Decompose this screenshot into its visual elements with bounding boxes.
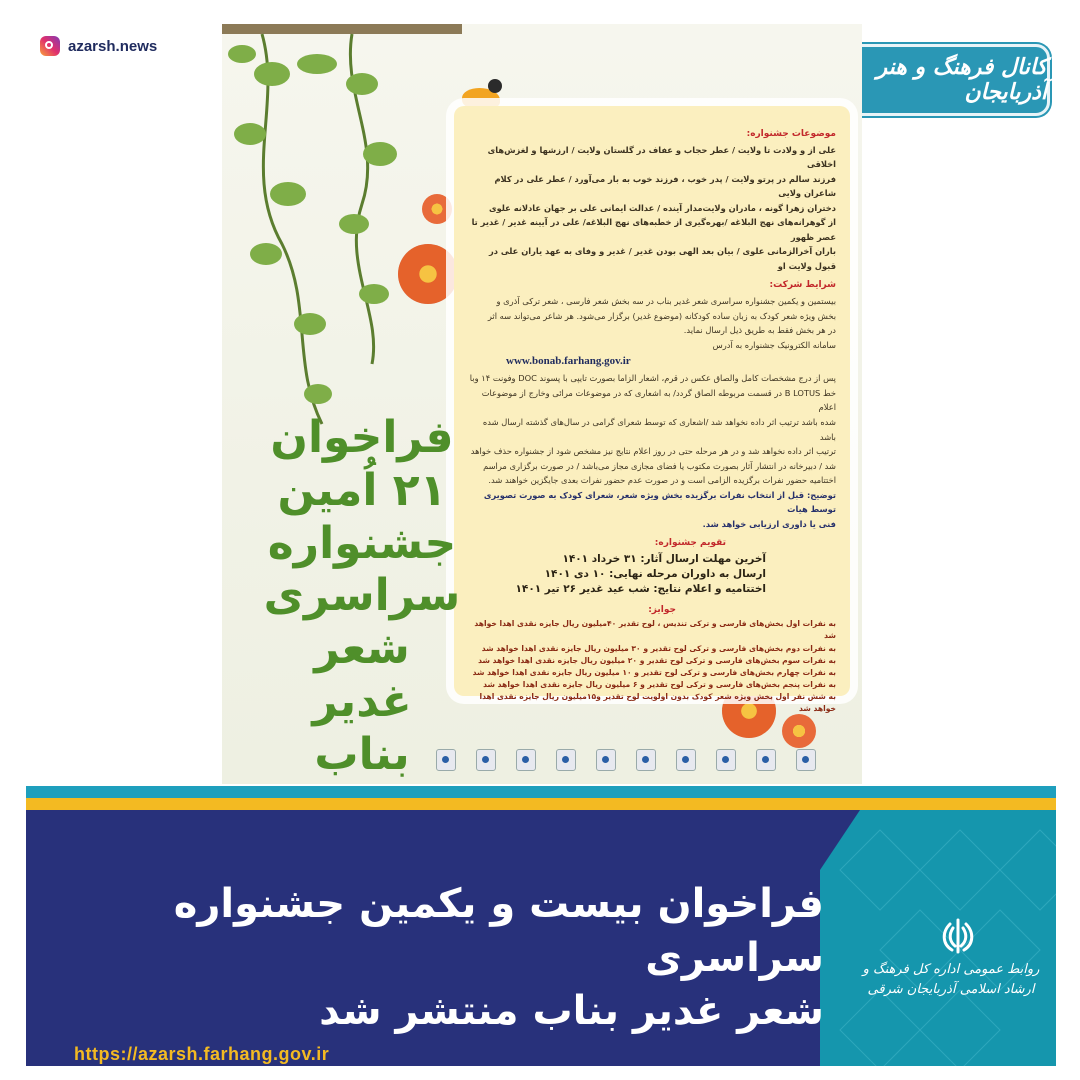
prize-line: به نفرات اول بخش‌های فارسی و ترکی تندیس ، لوح تقدیر ۴۰میلیون ریال جایزه نقدی اهدا خواهد شد — [474, 619, 836, 641]
sponsor-logo-icon — [676, 749, 696, 771]
flower-decoration — [422, 194, 452, 224]
big-title-line: فراخوان — [270, 412, 454, 463]
headline-line: شعر غدیر بناب منتشر شد — [319, 988, 824, 1035]
prizes-heading: جوایز: — [648, 604, 676, 615]
topic-line: دختران زهرا گونه ، مادران ولایت‌مدار آینده / عدالت ایمانی علی بر جهان عادلانه علوی — [488, 202, 836, 213]
sponsor-logo-icon — [756, 749, 776, 771]
big-title-line: جشنواره — [267, 517, 457, 569]
topic-line: از گوهرانه‌های نهج البلاغه /بهره‌گیری از خطبه‌های نهج البلاغه/ علی در آیینه غدیر / غدیر تا عصر ظهور — [471, 217, 836, 242]
sponsor-logo-icon — [716, 749, 736, 771]
topic-line: باران آخرالزمانی علوی / بیان بعد الهی بودن غدیر / غدیر و وفای به عهد یاران علی در قبول ولایت او — [488, 246, 836, 271]
detail-line: خط B LOTUS در قسمت مربوطه الصاق گردد/ به اشعاری که در موضوعات مرائی وخارج از موضوعات اعلام — [481, 387, 836, 413]
prize-line: به شش نفر اول بخش ویژه شعر کودک بدون اولویت لوح تقدیر و۱۵میلیون ریال جایزه نقدی اهدا خواهد شد — [479, 692, 836, 714]
big-title-line: سراسری — [263, 570, 461, 622]
sponsor-logo-icon — [796, 749, 816, 771]
sponsor-logo-icon — [476, 749, 496, 771]
big-title-line: شعر غدیر — [312, 623, 412, 727]
condition-line: بیستمین و یکمین جشنواره سراسری شعر غدیر بناب در سه بخش شعر فارسی ، شعر ترکی آذری و — [496, 296, 836, 307]
topic-line: فرزند سالم در پرتو ولایت / پدر خوب ، فرزند خوب به بار می‌آورد / عطر علی در کلام شاعران ولایی — [494, 173, 836, 199]
sponsor-logo-icon — [636, 749, 656, 771]
condition-line: بخش ویژه شعر کودک به زبان ساده کودکانه (موضوع غدیر) برگزار می‌شود. هر شاعر می‌تواند سه اثر — [487, 310, 836, 321]
teal-stripe — [26, 786, 1056, 798]
sponsor-logo-icon — [556, 749, 576, 771]
detail-line: اختتامیه حضور نفرات برگزیده الزامی است و در صورت عدم حضور نفرات بعدی جایگزین خواهند شد. — [488, 475, 836, 486]
calendar-line: اختتامیه و اعلام نتایج: شب عید غدیر ۲۶ تیر ۱۴۰۱ — [515, 583, 766, 596]
brand-logo-text: کانال فرهنگ و هنر آذربایجان — [876, 55, 1047, 105]
call-details-panel — [454, 106, 850, 714]
detail-line: شد / دبیرخانه در انتشار آثار بصورت مکتوب یا فضای مجازی مجاز می‌باشد / در صورت برگزاری مراسم — [483, 460, 836, 471]
prize-line: به نفرات پنجم بخش‌های فارسی و ترکی لوح تقدیر و ۶ میلیون ریال جایزه نقدی اهدا خواهد شد — [483, 679, 836, 689]
prize-line: به نفرات چهارم بخش‌های فارسی و ترکی لوح تقدیر و ۱۰ میلیون ریال جایزه نقدی اهدا خواهد شد — [472, 667, 836, 677]
calendar-line: آخرین مهلت ارسال آثار: ۳۱ خرداد ۱۴۰۱ — [562, 552, 766, 565]
topics-heading: موضوعات جشنواره: — [746, 129, 836, 139]
detail-line: شده باشد ترتیب اثر داده نخواهد شد /اشعاری که توسط شعرای گرامی در سال‌های گذشته ارسال شده باشد — [482, 417, 836, 442]
poster-image — [222, 24, 862, 784]
big-title-line: بناب — [314, 728, 410, 780]
headline-line: فراخوان بیست و یکمین جشنواره سراسری — [173, 881, 824, 981]
office-name: روابط عمومی اداره کل فرهنگ و ارشاد اسلامی آذربایجان شرقی — [862, 962, 1040, 997]
instagram-handle[interactable] — [40, 36, 157, 56]
handle-text: azarsh.news — [68, 37, 158, 55]
flower-decoration — [782, 714, 816, 748]
sponsor-logo-icon — [436, 749, 456, 771]
detail-line: پس از درج مشخصات کامل والصاق عکس در قرم، اشعار الزاما بصورت تایپی با پسوند DOC وفونت ۱۴ وبا — [469, 373, 836, 384]
instagram-icon — [40, 36, 60, 56]
topic-line: علی از و ولادت تا ولایت / عطر حجاب و عفاف در گلستان ولایت / ارزشها و لغزش‌های اخلاقی — [487, 144, 836, 170]
big-title-line: ۲۱ اُمین — [277, 464, 447, 516]
festival-url: www.bonab.farhang.gov.ir — [506, 355, 631, 368]
prize-line: به نفرات سوم بخش‌های فارسی و ترکی لوح تقدیر و ۲۰ میلیون ریال جایزه نقدی اهدا خواهد شد — [478, 655, 836, 665]
poster-big-title — [262, 412, 462, 782]
calendar-heading: تقویم جشنواره: — [654, 538, 726, 549]
sponsor-logo-icon — [516, 749, 536, 771]
calendar-line: ارسال به داوران مرحله نهایی: ۱۰ دی ۱۴۰۱ — [544, 568, 766, 581]
condition-line: در هر بخش فقط به طریق ذیل ارسال نماید. — [683, 325, 836, 336]
flower-decoration — [398, 244, 458, 304]
yellow-stripe — [26, 798, 1056, 810]
conditions-heading: شرایط شرکت: — [769, 280, 836, 291]
website-link[interactable]: https://azarsh.farhang.gov.ir — [74, 1044, 330, 1064]
detail-line: ترتیب اثر داده نخواهد شد و در هر مرحله حتی در روز اعلام نتایج نیز مشخص شود از جشنواره حذف خواهد — [470, 446, 836, 457]
sponsor-logos — [436, 749, 816, 771]
note-line: توضیح: قبل از انتخاب نفرات برگزیده بخش ویژه شعر، شعرای کودک به صورت تصویری توسط هیات — [483, 489, 836, 515]
ivy-vine-decoration — [222, 24, 462, 444]
condition-line: سامانه الکترونیک جشنواره به آدرس — [712, 339, 836, 350]
prize-line: به نفرات دوم بخش‌های فارسی و ترکی لوح تقدیر و ۳۰ میلیون ریال جایزه نقدی اهدا خواهد شد — [481, 643, 836, 653]
headline — [80, 878, 824, 1039]
sponsor-logo-icon — [596, 749, 616, 771]
note-line: فنی یا داوری ارزیابی خواهد شد. — [702, 518, 836, 529]
iran-emblem-icon — [936, 914, 980, 958]
